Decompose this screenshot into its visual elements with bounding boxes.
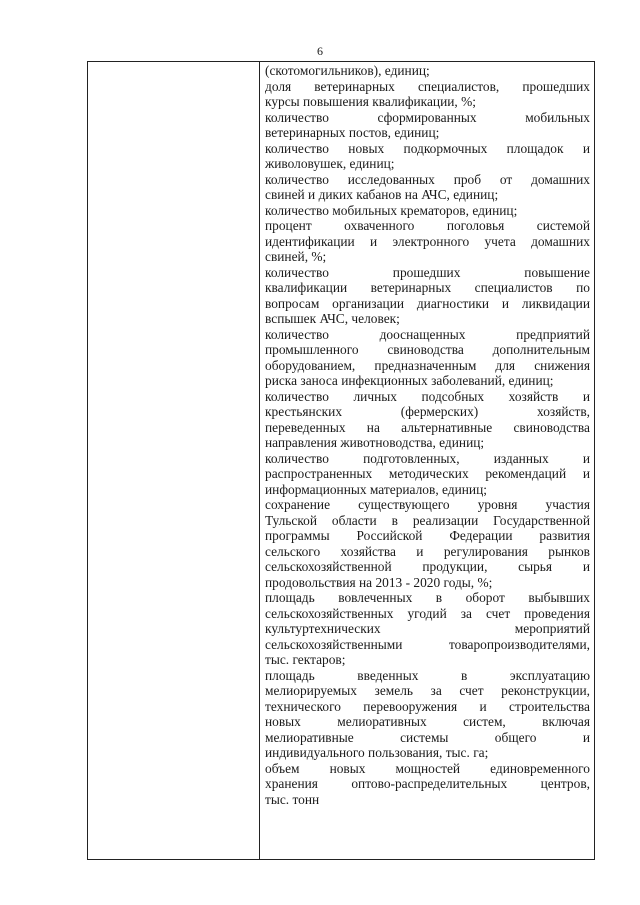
- text-line: процент охваченного поголовья системой: [265, 218, 590, 233]
- table-left-cell: [88, 62, 260, 859]
- text-line: количество дооснащенных предприятий: [265, 326, 590, 342]
- text-line: свиней, %;: [265, 249, 327, 264]
- text-line: сельского хозяйства и регулирования рынков: [265, 543, 590, 559]
- text-line: курсы повышения квалификации, %;: [265, 94, 476, 109]
- text-line: квалификации ветеринарных специалистов по: [265, 280, 590, 295]
- text-line: распространенных методических рекомендаций и: [265, 466, 590, 481]
- text-line: оборудованием, предназначенным для снижения: [265, 357, 590, 373]
- text-line: количество прошедших повышение: [265, 264, 590, 280]
- page-number: 6: [317, 44, 323, 58]
- text-line: объем новых мощностей единовременного: [265, 760, 590, 776]
- text-line: информационных материалов, единиц;: [265, 481, 487, 497]
- text-line: сельскохозяйственных угодий за счет проведения: [265, 605, 590, 621]
- text-line: идентификации и электронного учета домашних: [265, 233, 590, 249]
- text-line: мелиоративные системы общего и: [265, 729, 590, 745]
- text-line: промышленного свиноводства дополнительным: [265, 342, 590, 357]
- text-line: переведенных на альтернативные свиноводства: [265, 419, 590, 435]
- text-line: крестьянских (фермерских) хозяйств,: [265, 404, 590, 419]
- text-line: сельскохозяйственной продукции, сырья и: [265, 559, 590, 574]
- text-line: свиней и диких кабанов на АЧС, единиц;: [265, 187, 499, 202]
- text-line: продовольствия на 2013 - 2020 годы, %;: [265, 574, 493, 590]
- text-line: тыс. гектаров;: [265, 652, 346, 667]
- text-line: направления животноводства, единиц;: [265, 435, 485, 450]
- text-line: ветеринарных постов, единиц;: [265, 125, 440, 140]
- text-line: площадь введенных в эксплуатацию: [265, 667, 590, 683]
- text-line: количество подготовленных, изданных и: [265, 450, 590, 466]
- text-line: индивидуального пользования, тыс. га;: [265, 745, 489, 760]
- text-line: мелиорируемых земель за счет реконструкции,: [265, 683, 590, 698]
- text-line: Тульской области в реализации Государственной: [265, 512, 590, 528]
- text-line: количество мобильных крематоров, единиц;: [265, 202, 518, 218]
- text-line: вспышек АЧС, человек;: [265, 311, 400, 326]
- text-line: тыс. тонн: [265, 791, 320, 807]
- text-line: сохранение существующего уровня участия: [265, 497, 590, 512]
- text-line: количество сформированных мобильных: [265, 109, 590, 125]
- text-line: доля ветеринарных специалистов, прошедших: [265, 78, 590, 94]
- text-line: количество личных подсобных хозяйств и: [265, 388, 590, 404]
- text-line: живоловушек, единиц;: [265, 156, 395, 171]
- text-line: программы Российской Федерации развития: [265, 528, 590, 543]
- text-line: площадь вовлеченных в оборот выбывших: [265, 590, 590, 605]
- text-line: количество новых подкормочных площадок и: [265, 140, 590, 156]
- text-line: вопросам организации диагностики и ликвидации: [265, 295, 590, 311]
- text-line: сельскохозяйственными товаропроизводителями,: [265, 636, 590, 652]
- text-line: (скотомогильников), единиц;: [265, 63, 430, 78]
- text-line: технического перевооружения и строительства: [265, 698, 590, 714]
- table-right-cell: [260, 62, 594, 859]
- text-line: новых мелиоративных систем, включая: [265, 714, 590, 729]
- text-line: количество исследованных проб от домашних: [265, 171, 590, 187]
- text-line: риска заноса инфекционных заболеваний, единиц;: [265, 373, 554, 388]
- text-line: культуртехнических мероприятий: [265, 621, 590, 636]
- indicators-table: [87, 61, 595, 860]
- text-line: хранения оптово-распределительных центров,: [265, 776, 590, 791]
